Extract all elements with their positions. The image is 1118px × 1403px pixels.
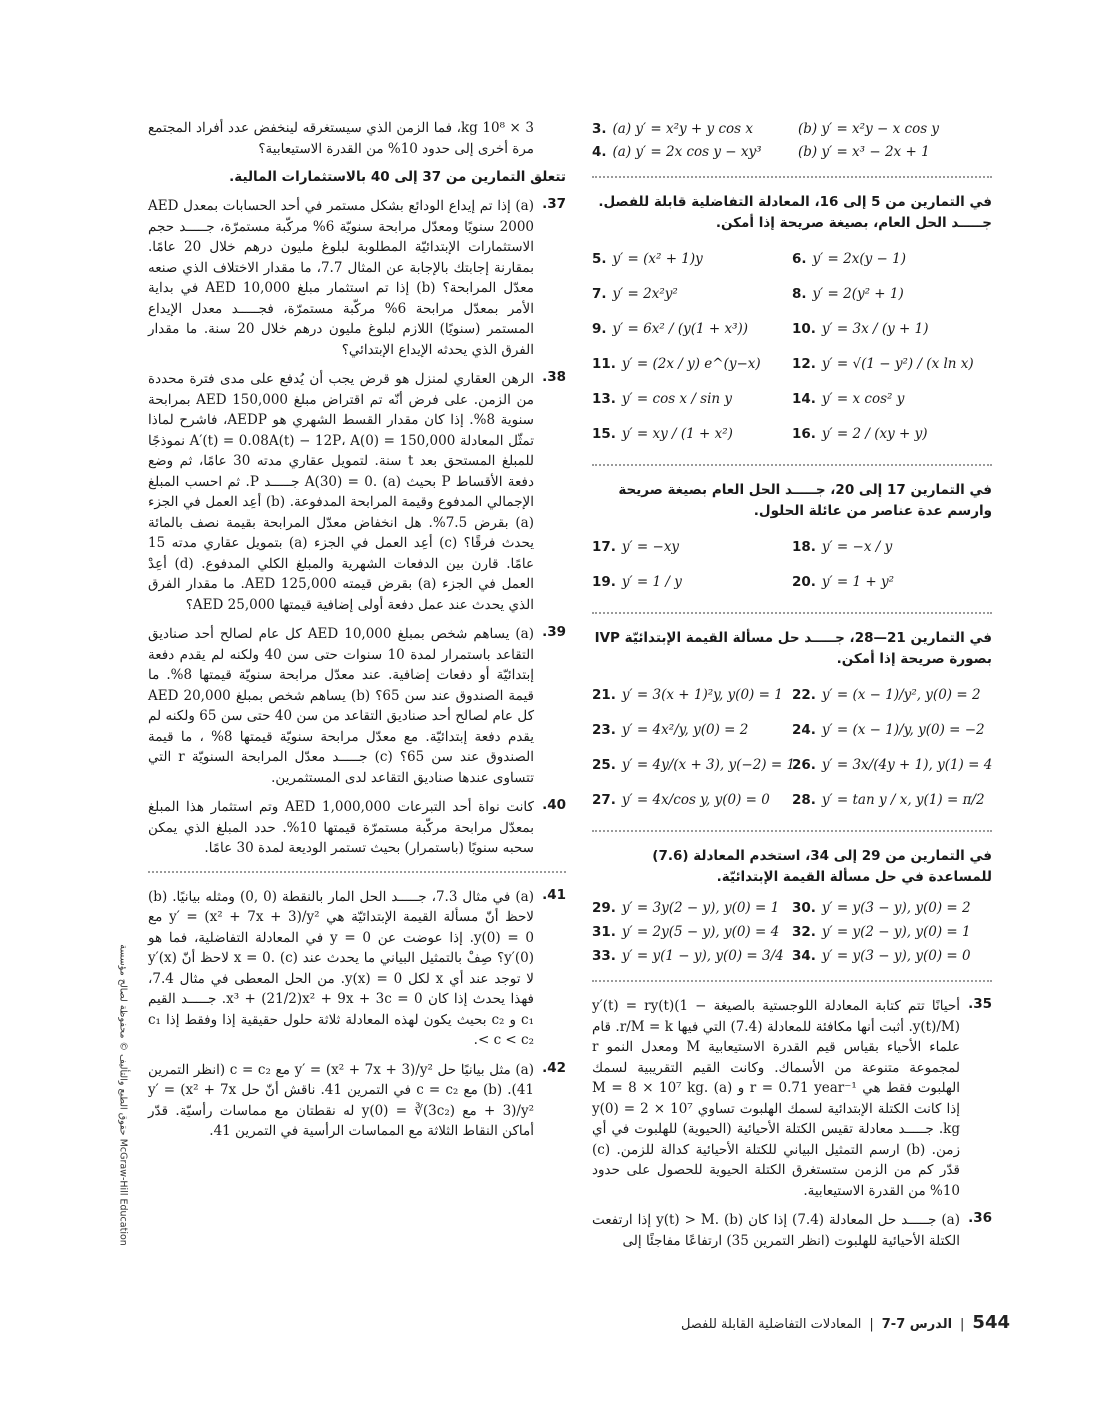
exercise-number: 29. — [592, 900, 616, 916]
exercise-number: 18. — [792, 539, 816, 555]
exercise-number: 25. — [592, 757, 616, 773]
exercise-number: 39. — [542, 624, 566, 640]
exercise-37 — [148, 196, 566, 360]
exercise-equation: y′ = tan y / x, y(1) = π/2 — [821, 792, 985, 808]
exercise-equation: y′ = 2y(5 − y), y(0) = 4 — [621, 924, 780, 940]
exercise-grid — [592, 678, 992, 818]
exercise-text: أحيانًا تتم كتابة المعادلة اللوجستية بالصيغة y′(t) = ry(t)(1 − y(t)/M). أثبت أنها مكافئة للمعادلة (7.4) التي فيها r/M = k. قام علماء الأحياء بقياس قيم القدرة الاستيعابية M ومعدل النمو r لمجموعة متنوعة من الأسماك. وكانت القيم التقريبية لسمك الهلبوت فقط هي r = 0.71 year⁻¹ و M = 8 × 10⁷ kg. (a) إذا كانت الكتلة الإبتدائية لسمك الهلبوت تساوي y(0) = 2 × 10⁷ kg. جـــــد معادلة تقيس الكتلة الأحيائية (الحيوية) للهلبوت في أي زمن. (b) ارسم التمثيل البياني للكتلة الأحيائية كدالة للزمن. (c) قدّر كم من الزمن ستستغرق الكتلة الحيوية للحصول على حدود 10% من القدرة الاستيعابية. — [592, 998, 961, 1199]
exercise-equation: y′ = 1 / y — [621, 574, 682, 590]
exercise-number: 37. — [542, 196, 566, 212]
exercise-39 — [148, 624, 566, 788]
exercise-equation: y′ = xy / (1 + x²) — [621, 426, 733, 442]
exercise-equation: (b) y′ = x²y − x cos y — [798, 121, 940, 137]
exercise-equation: y′ = 3x/(4y + 1), y(1) = 4 — [821, 757, 993, 773]
exercise-row — [592, 417, 992, 452]
exercise-number: 20. — [792, 574, 816, 590]
dotted-divider — [592, 980, 992, 982]
exercise-equation: y′ = 4y/(x + 3), y(−2) = 1 — [621, 757, 796, 773]
exercise-equation: y′ = y(3 − y), y(0) = 2 — [821, 900, 971, 916]
exercise-number: 32. — [792, 924, 816, 940]
exercise-grid — [592, 530, 992, 600]
left-column — [148, 118, 566, 1151]
exercise-row — [592, 713, 992, 748]
exercise-number: 10. — [792, 321, 816, 337]
exercise-number: 34. — [792, 948, 816, 964]
exercise-number: 23. — [592, 722, 616, 738]
exercise-equation: y′ = (x − 1)/y², y(0) = 2 — [821, 687, 981, 703]
exercise-35 — [592, 996, 992, 1201]
exercise-number: 16. — [792, 426, 816, 442]
footer-separator: | — [960, 1317, 965, 1332]
exercise-row — [592, 944, 992, 968]
exercise-42 — [148, 1060, 566, 1142]
dotted-divider — [592, 830, 992, 832]
section-5-16 — [592, 192, 992, 452]
section-17-20 — [592, 480, 992, 600]
exercise-equation: y′ = 4x²/y, y(0) = 2 — [621, 722, 749, 738]
exercise-number: 8. — [792, 286, 807, 302]
exercise-equation: y′ = 6x² / (y(1 + x³)) — [612, 321, 749, 337]
lesson-label: الدرس 7-7 — [881, 1317, 953, 1332]
page-footer — [681, 1312, 1010, 1333]
exercise-equation: y′ = 1 + y² — [821, 574, 895, 590]
section-heading: في التمارين من 29 إلى 34، استخدم المعادلة (7.6) للمساعدة في حل مسألة القيمة الإبتدائيّة. — [652, 848, 992, 885]
exercise-row — [592, 896, 992, 920]
exercise-equation: y′ = 2x²y² — [612, 286, 678, 302]
exercise-equation: y′ = 3y(2 − y), y(0) = 1 — [621, 900, 780, 916]
exercise-row — [592, 530, 992, 565]
exercise-row — [592, 382, 992, 417]
dotted-divider — [592, 464, 992, 466]
lesson-title: المعادلات التفاضلية القابلة للفصل — [680, 1317, 862, 1332]
exercise-number: 27. — [592, 792, 616, 808]
exercise-number: 15. — [592, 426, 616, 442]
exercise-equation: y′ = (x² + 1)y — [612, 251, 703, 267]
exercise-equation: y′ = 2(y² + 1) — [812, 286, 904, 302]
exercise-number: 7. — [592, 286, 607, 302]
exercise-36 — [592, 1210, 992, 1251]
section-heading: في التمارين 17 إلى 20، جـــــد الحل العام بصيغة صريحة وارسم عدة عناصر من عائلة الحلول. — [618, 482, 992, 519]
exercise-grid — [592, 896, 992, 968]
exercise-equation: y′ = 3(x + 1)²y, y(0) = 1 — [621, 687, 783, 703]
exercise-number: 24. — [792, 722, 816, 738]
exercise-41 — [148, 887, 566, 1051]
exercise-number: 12. — [792, 356, 816, 372]
exercise-row — [592, 242, 992, 277]
exercise-row — [592, 347, 992, 382]
exercise-number: 3. — [592, 121, 607, 137]
exercise-text: (a) إذا تم إيداع الودائع بشكل مستمر في أحد الحسابات بمعدل AED 2000 سنويًا ومعدّل مرابحة سنويّة 6% مركّبة مستمرّة، جـــــد حجم الاستثمارات الإبتدائيّة المطلوبة لبلوغ مليون درهم خلال 20 عامًا. بمقارنة إجابتك بالإجابة عن المثال 7.7، ما مقدار الاختلاف الذي صنعه معدّل المرابحة؟ (b) إذا تم استثمار مبلغ AED 10,000 في بداية الأمر بمعدّل مرابحة 6% مركّبة مستمرّة، فجـــــد معدل الإيداع المستمر (سنويًا) اللازم لبلوغ مليون درهم خلال 20 سنة. ما مقدار الفرق الذي يحدثه الإيداع الإبتدائي؟ — [148, 198, 534, 358]
exercise-number: 42. — [542, 1059, 566, 1076]
exercise-row — [592, 565, 992, 600]
exercise-text: (a) مثل بيانيًا حل y′ = (x² + 7x + 3)/y² مع c = c₂ (انظر التمرين 41). (b) مع c = c₂ في التمرين 41. ناقش أنّ حل y′ = (x² + 7x + 3)/y² مع y(0) = ∛(3c₂) له نقطتان مع مماسات رأسيّة. قدّر أماكن النقاط الثلاثة مع المماسات الرأسية في التمرين 41. — [148, 1061, 535, 1139]
exercise-number: 4. — [592, 144, 607, 160]
exercise-number: 36. — [968, 1210, 992, 1226]
exercise-row — [592, 277, 992, 312]
exercise-text: كانت نواة أحد التبرعات AED 1,000,000 وتم استثمار هذا المبلغ بمعدّل مرابحة مركّبة مستمرّة قيمتها 10%. حدد المبلغ الذي يمكن سحبه سنويًا (باستمرار) بحيث تستمر الوديعة لمدة 30 عامًا. — [148, 799, 534, 856]
exercise-equation: y′ = y(1 − y), y(0) = 3/4 — [621, 948, 784, 964]
dotted-divider — [148, 871, 566, 873]
exercise-number: 35. — [968, 996, 992, 1012]
exercise-number: 31. — [592, 924, 616, 940]
exercise-equation: (a) y′ = x²y + y cos x — [612, 121, 753, 137]
exercise-number: 14. — [792, 391, 816, 407]
exercise-equation: y′ = (x − 1)/y, y(0) = −2 — [821, 722, 985, 738]
continuation-text: 3 × 10⁸ kg، فما الزمن الذي سيستغرقه لينخفض عدد أفراد المجتمع مرة أخرى إلى حدود 10% من القدرة الاستيعابية؟ — [148, 120, 534, 157]
exercise-40 — [148, 797, 566, 859]
exercise-38 — [148, 369, 566, 615]
exercise-equation: (b) y′ = x³ − 2x + 1 — [798, 144, 930, 160]
exercise-equation: y′ = 4x/cos y, y(0) = 0 — [621, 792, 770, 808]
exercise-equation: y′ = 2x(y − 1) — [812, 251, 906, 267]
exercise-number: 19. — [592, 574, 616, 590]
exercise-number: 21. — [592, 687, 616, 703]
exercise-number: 11. — [592, 356, 616, 372]
exercise-number: 41. — [542, 886, 566, 903]
exercise-equation: y′ = 3x / (y + 1) — [821, 321, 929, 337]
exercise-number: 30. — [792, 900, 816, 916]
exercise-equation: y′ = −x / y — [821, 539, 893, 555]
exercise-row — [592, 141, 992, 164]
exercise-equation: (a) y′ = 2x cos y − xy³ — [612, 144, 762, 160]
copyright-text: حقوق الطبع والتأليف © محفوظة لصالح مؤسسة McGraw-Hill Education — [117, 944, 129, 1246]
exercise-text: الرهن العقاري لمنزل هو قرض يجب أن يُدفع على مدى فترة محددة من الزمن. على فرض أنّه تم اقتراض مبلغ AED 150,000 بمرابحة سنوية 8%. إذا كان مقدار القسط الشهري هو AEDP، فاشرح لماذا تمثّل المعادلة A′(t) = 0.08A(t) − 12P، A(0) = 150,000 نموذجًا للمبلغ المستحق بعد t سنة. لتمويل عقاري مدته 30 عامًا، ثم وضع دفعة الأقساط P بحيث A(30) = 0. (a) جـــــد P. ثم احسب المبلغ الإجمالي المدفوع وقيمة المرابحة المدفوعة. (b) أعِد العمل في الجزء (a) بقرض 7.5%. هل انخفاض معدّل المرابحة بقيمة نصف بالمائة يحدث فرقًا؟ (c) أعِد العمل في الجزء (a) بتمويل عقاري مدته 15 عامًا. قارن بين الدفعات الشهرية والمبلغ الكلي المدفوع. (d) أعِدْ العمل في الجزء (a) بقرض قيمته AED 125,000. ما مقدار الفرق الذي يحدث عند عمل دفعة أولى إضافية قيمتها AED 25,000؟ — [148, 371, 535, 613]
exercise-number: 22. — [792, 687, 816, 703]
exercise-equation: y′ = −xy — [621, 539, 680, 555]
exercise-row — [592, 748, 992, 783]
exercise-equation: y′ = cos x / sin y — [621, 391, 733, 407]
exercise-row — [592, 783, 992, 818]
dotted-divider — [592, 612, 992, 614]
section-heading: في التمارين 21—28، جـــــد حل مسألة القيمة الإبتدائيّة IVP بصورة صريحة إذا أمكن. — [594, 630, 992, 667]
exercise-number: 13. — [592, 391, 616, 407]
dotted-divider — [592, 176, 992, 178]
exercise-equation: y′ = y(3 − y), y(0) = 0 — [821, 948, 971, 964]
exercise-equation: y′ = x cos² y — [821, 391, 905, 407]
exercise-row — [592, 312, 992, 347]
exercise-number: 17. — [592, 539, 616, 555]
exercise-number: 9. — [592, 321, 607, 337]
exercise-number: 6. — [792, 251, 807, 267]
section-29-34 — [592, 846, 992, 968]
exercise-number: 38. — [542, 369, 566, 385]
exercise-row — [592, 118, 992, 141]
footer-separator: | — [869, 1317, 874, 1332]
exercise-text: (a) يساهم شخص بمبلغ AED 10,000 كل عام لصالح أحد صناديق التقاعد باستمرار لمدة 10 سنوات حتى سن 40 ولكنه لم يقدم دفعة إبتدائيّة أو دفعات إضافية. عند معدّل مرابحة سنويّة قيمتها 8%. ما قيمة الصندوق عند سن 65؟ (b) يساهم شخص بمبلغ AED 20,000 كل عام لصالح أحد صناديق التقاعد من سن 40 حتى سن 65 ولكنه لم يقدم دفعة إبتدائيّة. مع معدّل مرابحة سنويّة قيمتها 8% ، ما قيمة الصندوق عند سن 65؟ (c) جـــــد معدّل المرابحة السنويّة r التي تتساوى عندها صناديق التقاعد لدى المستثمرين. — [148, 626, 535, 786]
exercise-equation: y′ = (2x / y) e^(y−x) — [621, 356, 761, 372]
exercise-number: 26. — [792, 757, 816, 773]
page-number: 544 — [972, 1312, 1010, 1333]
exercise-grid — [592, 242, 992, 452]
exercise-text: (a) في مثال 7.3، جـــــد الحل المار بالنقطة (0 ,0) ومثله بيانيًا. (b) لاحظ أنّ مسألة القيمة الإبتدائيّة هي y′ = (x² + 7x + 3)/y² مع y(0) = 0. إذا عوضت عن y = 0 في المعادلة التفاضلية، فما هو y′(0)؟ صِفْ بالتمثيل البياني ما يحدث عند x = 0. (c) لاحظ أنّ y′(x) لا توجد عند أي x لكل y(x) = 0. من الحل المعطى في مثال 7.4، فهذا يحدث إذا كان x³ + (21/2)x² + 9x + 3c = 0. جـــــد القيم c₁ و c₂ بحيث يكون لهذه المعادلة ثلاثة حلول حقيقية إذا وفقط إذا c₁ < c < c₂. — [148, 888, 535, 1048]
section-21-28 — [592, 628, 992, 818]
exercise-row — [592, 920, 992, 944]
section-heading: تتعلق التمارين من 37 إلى 40 بالاستثمارات المالية. — [229, 169, 566, 185]
top-exercises — [592, 118, 992, 164]
exercise-row — [592, 678, 992, 713]
right-column — [592, 118, 992, 1260]
exercise-equation: y′ = y(2 − y), y(0) = 1 — [821, 924, 971, 940]
copyright-sidebar — [116, 930, 130, 1260]
exercise-equation: y′ = √(1 − y²) / (x ln x) — [821, 356, 974, 372]
exercise-number: 5. — [592, 251, 607, 267]
exercise-equation: y′ = 2 / (xy + y) — [821, 426, 928, 442]
exercise-text: (a) جـــــد حل المعادلة (7.4) إذا كان y(t) > M. (b) إذا ارتفعت الكتلة الأحيائية للهلبوت (انظر التمرين 35) ارتفاعًا مفاجئًا إلى — [592, 1212, 960, 1249]
exercise-number: 40. — [542, 797, 566, 813]
section-heading: في التمارين من 5 إلى 16، المعادلة التفاضلية قابلة للفصل. جـــــد الحل العام، بصيغة صريحة إذا أمكن. — [598, 194, 992, 231]
exercise-number: 28. — [792, 792, 816, 808]
exercise-number: 33. — [592, 948, 616, 964]
